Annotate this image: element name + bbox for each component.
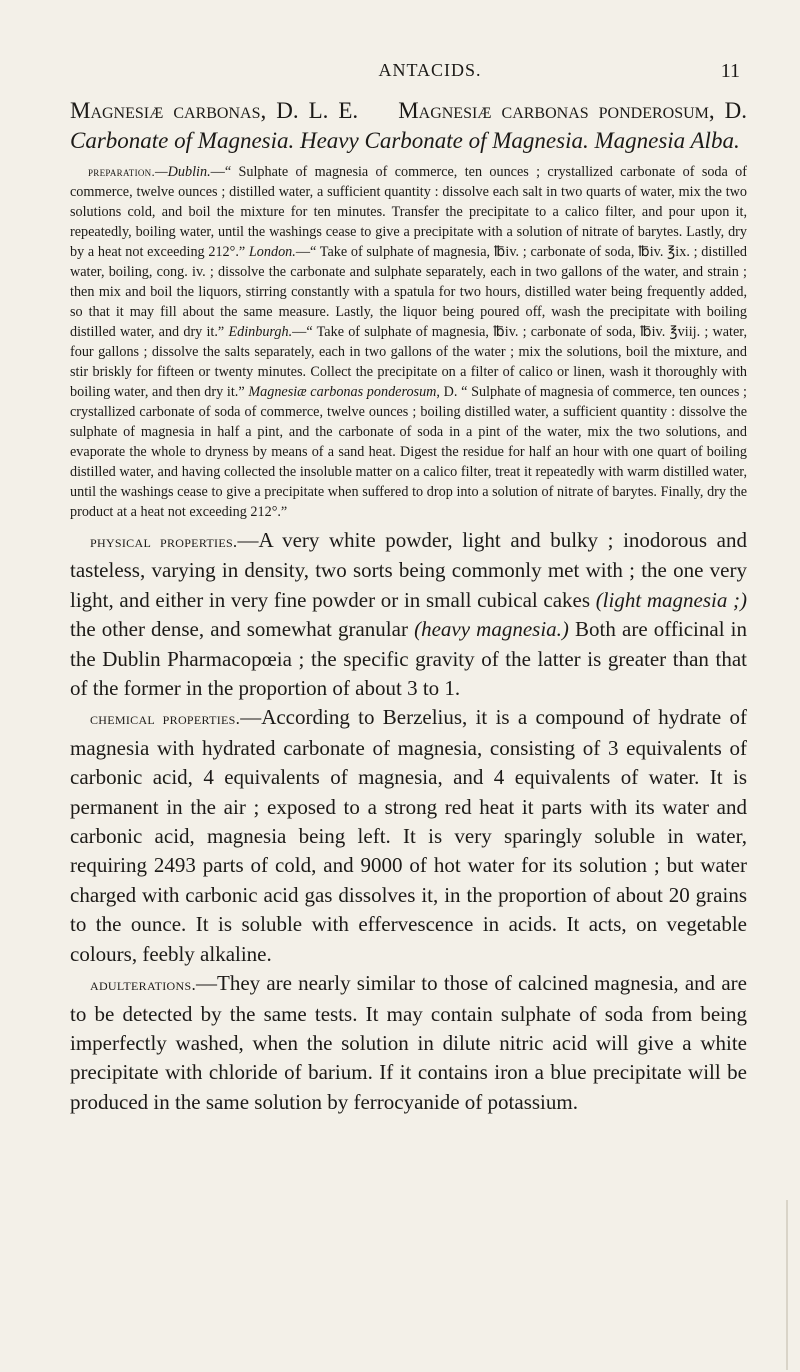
physical-label: physical properties. — [90, 532, 238, 551]
heavy-magnesia-note: (heavy magnesia.) — [414, 617, 569, 642]
dublin-label: —Dublin. — [155, 164, 211, 180]
page-body — [70, 96, 747, 1117]
article-title — [70, 96, 747, 156]
chemical-label: chemical properties. — [90, 709, 241, 729]
physical-properties-paragraph — [70, 526, 747, 703]
ponderosum-label: Magnesiæ carbonas ponderosum — [248, 384, 437, 400]
london-text: —“ Take of sulphate of magnesia, ℔iv. ; carbonate of soda, ℔iv. ℥ix. ; distilled water, boiling, cong. iv. ; dissolve the carbonate and sulphate separately, each in two gallons of the water, and strain ; then mix and boil the liquors, stirring constantly with a spatula for two hours, distilled water being frequently added, so that it may fill about the same measure. Lastly, the liquor being poured off, wash the precipitate with boiling distilled water, and dry it.” — [70, 244, 747, 340]
latin-name-1: Magnesiæ carbonas, D. L. E. — [70, 98, 359, 123]
english-names: Carbonate of Magnesia. Heavy Carbonate of Magnesia. Magnesia Alba. — [70, 128, 740, 153]
preparation-paragraph — [70, 162, 747, 522]
london-label: London. — [248, 244, 296, 260]
physical-text-b: the other dense, and somewhat granular — [70, 617, 415, 642]
edinburgh-text: —“ Take of sulphate of magnesia, ℔iv. ; carbonate of soda, ℔iv. ℥viij. ; water, four gallons ; dissolve the salts separately, each in two gallons of the water ; mix the solutions, boil the mixture, and stir briskly for fifteen or twenty minutes. Collect the precipitate on a filter of calico or linen, wash it thoroughly with boiling water, and then dry it.” — [70, 324, 747, 400]
latin-name-2: Magnesiæ carbonas ponderosum, D. — [398, 98, 748, 123]
page-number: 11 — [720, 60, 740, 82]
preparation-label: preparation. — [88, 164, 156, 179]
running-title: ANTACIDS. — [378, 60, 482, 80]
dublin-text: —“ Sulphate of magnesia of commerce, ten ounces ; crystallized carbonate of soda of commerce, twelve ounces ; distilled water, a sufficient quantity : dissolve each salt in two quarts of water, mix the two solutions cold, and boil the mixture for ten minutes. Transfer the precipitate to a calico filter, and pour upon it, repeatedly, boiling water, until the washings cease to give a precipitate with a solution of nitrate of barytes. Lastly, dry by a heat not exceeding 212°.” — [70, 164, 747, 260]
ponderosum-text: , D. “ Sulphate of magnesia of commerce, ten ounces ; crystallized carbonate of soda of commerce, twelve ounces ; boiling distilled water, a sufficient quantity : dissolve the sulphate of magnesia in half a pint, and the carbonate of soda in a pint of the water, mix the two solutions, and evaporate the whole to dryness by means of a sand heat. Digest the residue for half an hour with one quart of boiling distilled water, and having collected the insoluble matter on a calico filter, treat it repeatedly with warm distilled water, until the washings cease to give a precipitate when suffered to drop into a solution of nitrate of barytes. Finally, dry the product at a heat not exceeding 212°.” — [70, 384, 747, 520]
page-header — [120, 60, 740, 88]
chemical-properties-paragraph — [70, 703, 747, 969]
adulterations-text: —They are nearly similar to those of calcined magnesia, and are to be detected by the same tests. It may contain sulphate of soda from being imperfectly washed, when the solution in dilute nitric acid will give a white precipitate with chloride of barium. If it contains iron a blue precipitate will be produced in the same solution by ferrocyanide of potassium. — [70, 971, 747, 1114]
adulterations-label: adulterations. — [90, 975, 197, 995]
chemical-text: —According to Berzelius, it is a compound of hydrate of magnesia with hydrated carbonate of magnesia, consisting of 3 equivalents of carbonic acid, 4 equivalents of magnesia, and 4 equivalents of water. It is permanent in the air ; exposed to a strong red heat it parts with its water and carbonic acid, magnesia being left. It is very sparingly soluble in water, requiring 2493 parts of cold, and 9000 of hot water for its solution ; but water charged with carbonic acid gas dissolves it, in the proportion of about 20 grains to the ounce. It is soluble with effervescence in acids. It acts, on vegetable colours, feebly alkaline. — [70, 705, 747, 966]
adulterations-paragraph — [70, 969, 747, 1117]
physical-text-c: Both are officinal in the Dublin Pharmacopœia ; the specific gravity of the latter is greater than that of the former in the proportion of about 3 to 1. — [70, 617, 747, 701]
light-magnesia-note: (light magnesia ;) — [595, 587, 747, 612]
edinburgh-label: Edinburgh. — [228, 324, 293, 340]
physical-text-a: —A very white powder, light and bulky ; inodorous and tasteless, varying in density, two sorts being commonly met with ; the one very light, and either in very fine powder or in small cubical cakes — [70, 528, 747, 612]
page-edge-shadow — [786, 1200, 788, 1370]
